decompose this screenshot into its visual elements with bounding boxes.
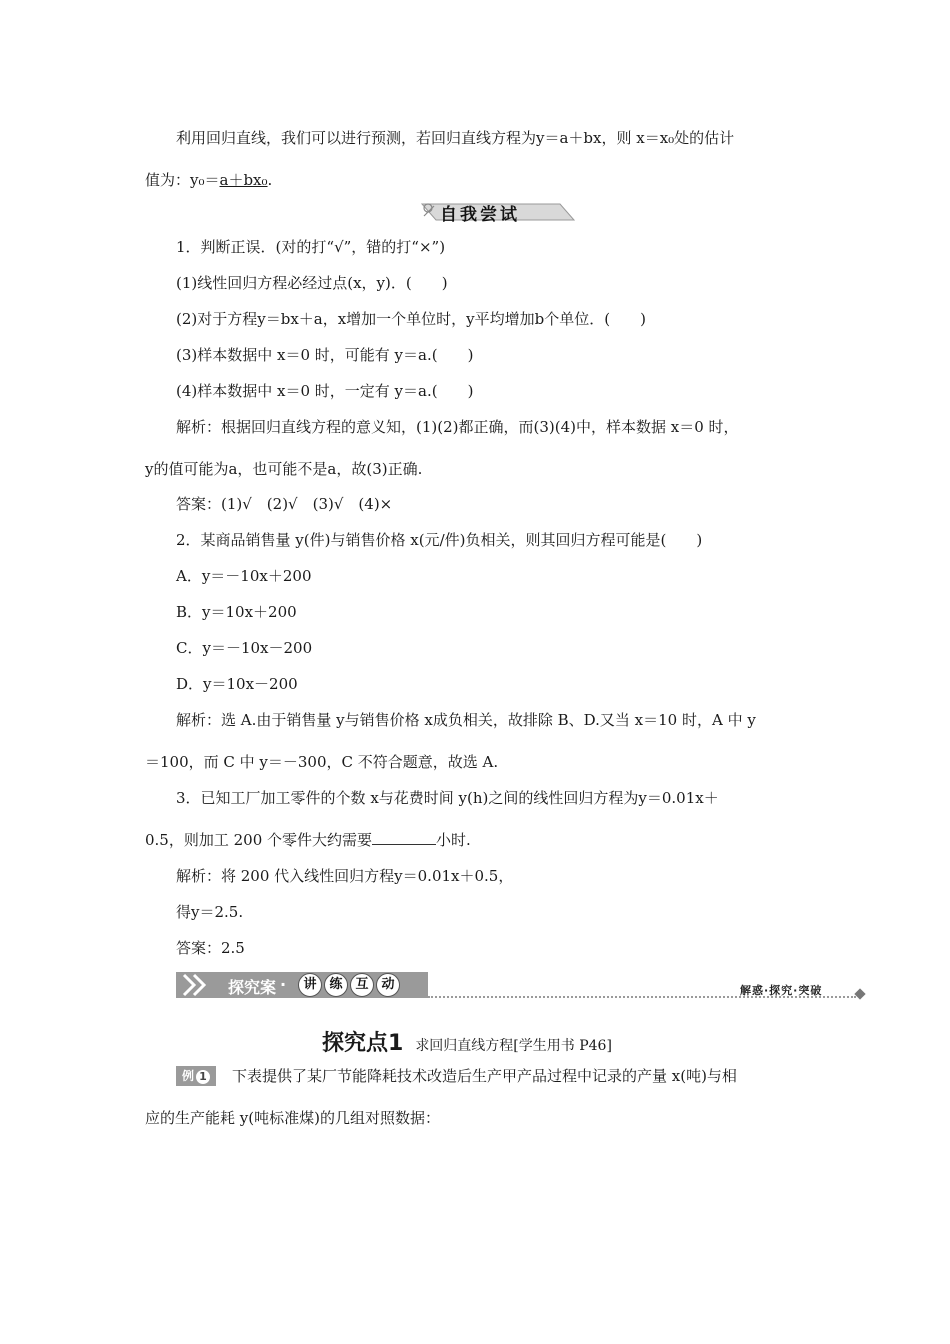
q2-option-c: C．y＝－10x－200 <box>176 639 313 657</box>
q3-analysis-line-2: 得y＝2.5. <box>176 903 244 921</box>
q1-answer: 答案：(1)√ (2)√ (3)√ (4)× <box>176 495 393 513</box>
intro-line-2 <box>145 170 272 190</box>
intro-line-2-suffix: . <box>267 171 273 189</box>
self-try-banner <box>400 198 560 226</box>
banner-char-4: 动 <box>376 973 400 997</box>
explore-point-title: 探究点1 <box>322 1031 404 1056</box>
example-badge-number: 1 <box>196 1070 210 1084</box>
q1-item-1: (1)线性回归方程必经过点(x，y)．( ) <box>176 274 448 292</box>
explore-banner-label: 探究案 <box>228 978 277 997</box>
q2-option-d: D．y＝10x－200 <box>176 675 298 693</box>
q2-stem: 2．某商品销售量 y(件)与销售价格 x(元/件)负相关，则其回归方程可能是( ) <box>176 531 703 549</box>
estimate-formula: a＋bx₀ <box>219 171 268 189</box>
q1-item-3: (3)样本数据中 x＝0 时，可能有 y＝a.( ) <box>176 346 474 364</box>
banner-dot: · <box>280 975 287 994</box>
explore-point-heading <box>322 1026 612 1057</box>
q1-analysis-line-1: 解析：根据回归直线方程的意义知，(1)(2)都正确，而(3)(4)中，样本数据 x＝0 时， <box>176 418 739 436</box>
intro-line-1: 利用回归直线，我们可以进行预测，若回归直线方程为y＝a＋bx，则 x＝x₀处的估计 <box>176 129 735 147</box>
banner-tagline: 解惑·探究·突破 <box>740 984 823 997</box>
q1-item-4: (4)样本数据中 x＝0 时，一定有 y＝a.( ) <box>176 382 474 400</box>
q3-stem-line-2 <box>145 830 471 850</box>
q3-stem-prefix: 0.5，则加工 200 个零件大约需要 <box>145 831 373 849</box>
q3-answer: 答案：2.5 <box>176 939 245 957</box>
intro-line-2-prefix: 值为：y₀＝ <box>145 171 220 189</box>
q1-analysis-line-2: y的值可能为a，也可能不是a，故(3)正确. <box>145 460 423 478</box>
banner-char-3: 互 <box>350 973 374 997</box>
banner-char-2: 练 <box>324 973 348 997</box>
self-try-title: 自我尝试 <box>440 205 520 225</box>
example-line-2: 应的生产能耗 y(吨标准煤)的几组对照数据： <box>145 1109 440 1127</box>
q2-option-b: B．y＝10x＋200 <box>176 603 297 621</box>
example-badge-label: 例 <box>181 1069 194 1083</box>
example-badge <box>176 1066 216 1086</box>
explore-point-subtitle: 求回归直线方程[学生用书 P46] <box>415 1038 612 1054</box>
q1-item-2: (2)对于方程y＝bx＋a，x增加一个单位时，y平均增加b个单位．( ) <box>176 310 646 328</box>
q1-stem: 1．判断正误．(对的打“√”，错的打“×”) <box>176 238 446 256</box>
double-chevron-icon <box>180 972 220 998</box>
q3-stem-line-1: 3．已知工厂加工零件的个数 x与花费时间 y(h)之间的线性回归方程为y＝0.01x＋ <box>176 789 719 807</box>
q3-analysis-line-1: 解析：将 200 代入线性回归方程y＝0.01x＋0.5， <box>176 867 514 885</box>
q2-option-a: A．y＝－10x＋200 <box>176 567 312 585</box>
answer-blank <box>372 830 436 845</box>
example-line-1: 下表提供了某厂节能降耗技术改造后生产甲产品过程中记录的产量 x(吨)与相 <box>232 1067 737 1085</box>
q3-stem-suffix: 小时. <box>436 831 471 849</box>
explore-banner <box>176 972 428 998</box>
diamond-icon <box>854 988 865 999</box>
q2-analysis-line-1: 解析：选 A.由于销售量 y与销售价格 x成负相关，故排除 B、D.又当 x＝10 时，A 中 y <box>176 711 756 729</box>
banner-char-1: 讲 <box>298 973 322 997</box>
q2-analysis-line-2: ＝100，而 C 中 y＝－300，C 不符合题意，故选 A. <box>145 753 499 771</box>
